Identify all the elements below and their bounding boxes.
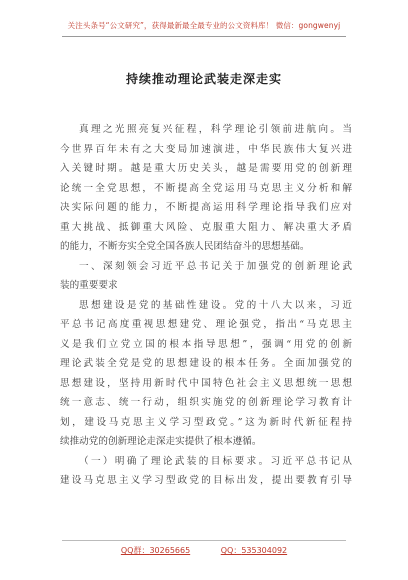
text-line: 思想建设，坚持用新时代中国特色社会主义思想统一思想 bbox=[60, 377, 352, 389]
footer-divider bbox=[62, 540, 346, 541]
text-line: 的能力，不断夯实全党全国各族人民团结奋斗的思想基础。 bbox=[60, 241, 310, 252]
text-line: 统一意志、统一行动，组织实施党的创新理论学习教育计 bbox=[60, 397, 352, 408]
text-line: 思想建设是党的基础性建设。党的十八大以来，习近 bbox=[79, 299, 352, 311]
text-line: 装的重要要求 bbox=[60, 280, 118, 291]
text-line: 一、深刻领会习近平总书记关于加强党的创新理论武 bbox=[79, 260, 352, 272]
qq-group-number: 30265665 bbox=[149, 546, 191, 555]
qq-group-label: QQ群： bbox=[120, 546, 150, 555]
text-line: 入关键时期。越是重大历史关头，越是需要用党的创新理 bbox=[60, 163, 352, 174]
text-line: 续推动党的创新理论走深走实提供了根本遵循。 bbox=[60, 436, 262, 447]
text-line: 义是我们立党立国的根本指导思想”，强调“用党的创新 bbox=[60, 338, 352, 350]
header-banner: 关注头条号“公文研究”，获得最新最全最专业的公文资料库！ 微信：gongwenyj bbox=[67, 21, 341, 30]
qq-number: 535304092 bbox=[241, 546, 288, 555]
footer-contact bbox=[0, 545, 408, 556]
text-line: 重大挑战、抵御重大风险、克服重大阻力、解决重大矛盾 bbox=[60, 221, 352, 233]
text-line: 划，建设马克思主义学习型政党。”这为新时代新征程持 bbox=[60, 416, 352, 428]
document-body bbox=[60, 120, 352, 491]
text-line: 真理之光照亮复兴征程，科学理论引领前进航向。当 bbox=[79, 124, 352, 135]
header-divider bbox=[62, 36, 346, 37]
text-line: 理论武装全党是党的思想建设的根本任务。全面加强党的 bbox=[60, 358, 352, 369]
text-line: 决实际问题的能力，不断提高运用科学理论指导我们应对 bbox=[60, 202, 352, 213]
qq-label: QQ： bbox=[220, 546, 242, 555]
text-line: 今世界百年未有之大变局加速演进，中华民族伟大复兴进 bbox=[60, 143, 352, 155]
document-title: 持续推动理论武装走深走实 bbox=[125, 72, 282, 86]
text-line: （一）明确了理论武装的目标要求。习近平总书记从 bbox=[79, 455, 352, 467]
text-line: 平总书记高度重视思想建党、理论强党，指出“马克思主 bbox=[60, 319, 352, 330]
text-line: 建设马克思主义学习型政党的目标出发，提出要教育引导 bbox=[60, 475, 352, 486]
text-line: 论统一全党思想，不断提高全党运用马克思主义分析和解 bbox=[60, 182, 352, 194]
